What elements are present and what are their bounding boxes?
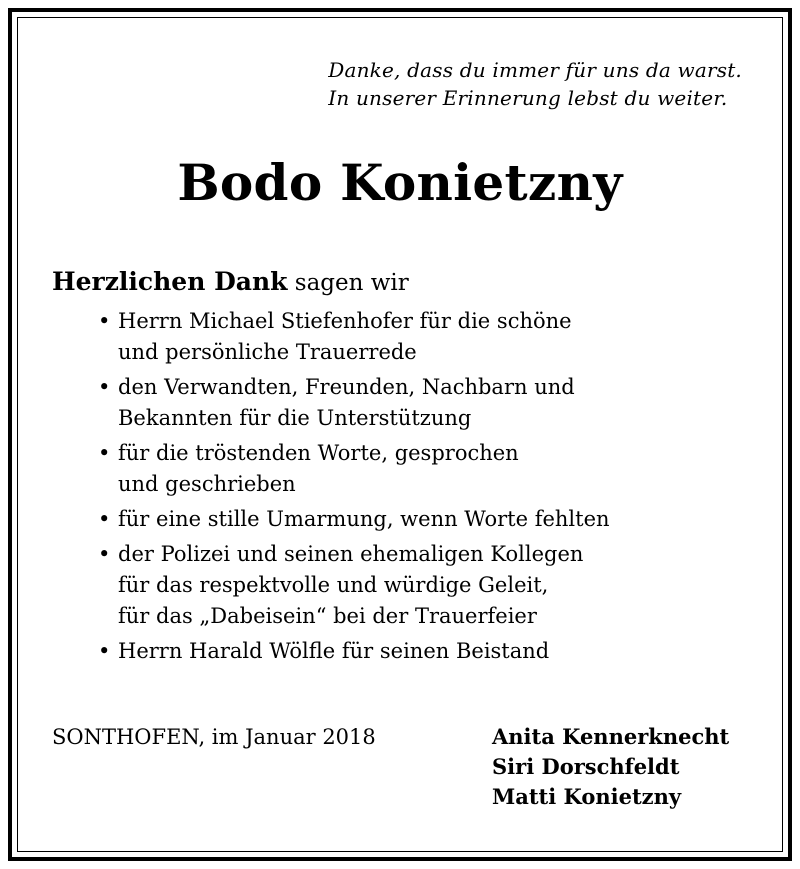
- list-item: [98, 438, 610, 500]
- motto-line-2: In unserer Erinnerung lebst du weiter.: [328, 86, 728, 110]
- signers: [492, 722, 729, 812]
- list-item-line: und persönliche Trauerrede: [118, 340, 417, 364]
- list-item: [98, 539, 610, 632]
- signer-name: Anita Kennerknecht: [492, 724, 730, 749]
- list-item: [98, 504, 610, 535]
- list-item-line: Herrn Harald Wölfle für seinen Beistand: [118, 639, 550, 663]
- deceased-name: Bodo Konietzny: [177, 153, 623, 212]
- list-item-line: Herrn Michael Stiefenhofer für die schöne: [118, 309, 572, 333]
- list-item: [98, 372, 610, 434]
- list-item: [98, 636, 610, 667]
- thanks-list: [98, 306, 610, 671]
- signer-name: Siri Dorschfeldt: [492, 754, 680, 779]
- bullet-icon: •: [98, 507, 111, 531]
- bullet-icon: •: [98, 441, 111, 465]
- bullet-icon: •: [98, 375, 111, 399]
- list-item-line: für das „Dabeisein“ bei der Trauerfeier: [118, 604, 537, 628]
- list-item-line: für das respektvolle und würdige Geleit,: [118, 573, 549, 597]
- list-item-line: den Verwandten, Freunden, Nachbarn und: [118, 375, 575, 399]
- thanks-intro-bold: Herzlichen Dank: [52, 267, 288, 296]
- list-item: [98, 306, 610, 368]
- list-item-line: Bekannten für die Unterstützung: [118, 406, 472, 430]
- list-item-line: für eine stille Umarmung, wenn Worte fehlten: [118, 507, 610, 531]
- bullet-icon: •: [98, 309, 111, 333]
- motto-line-1: Danke, dass du immer für uns da warst.: [328, 58, 742, 82]
- bullet-icon: •: [98, 542, 111, 566]
- list-item-line: und geschrieben: [118, 472, 296, 496]
- signer-name: Matti Konietzny: [492, 784, 682, 809]
- place-date: SONTHOFEN, im Januar 2018: [52, 725, 376, 749]
- bullet-icon: •: [98, 639, 111, 663]
- motto: [328, 56, 742, 112]
- list-item-line: für die tröstenden Worte, gesprochen: [118, 441, 519, 465]
- thanks-intro-rest: sagen wir: [287, 270, 409, 296]
- thanks-intro: [52, 266, 409, 299]
- list-item-line: der Polizei und seinen ehemaligen Kollegen: [118, 542, 584, 566]
